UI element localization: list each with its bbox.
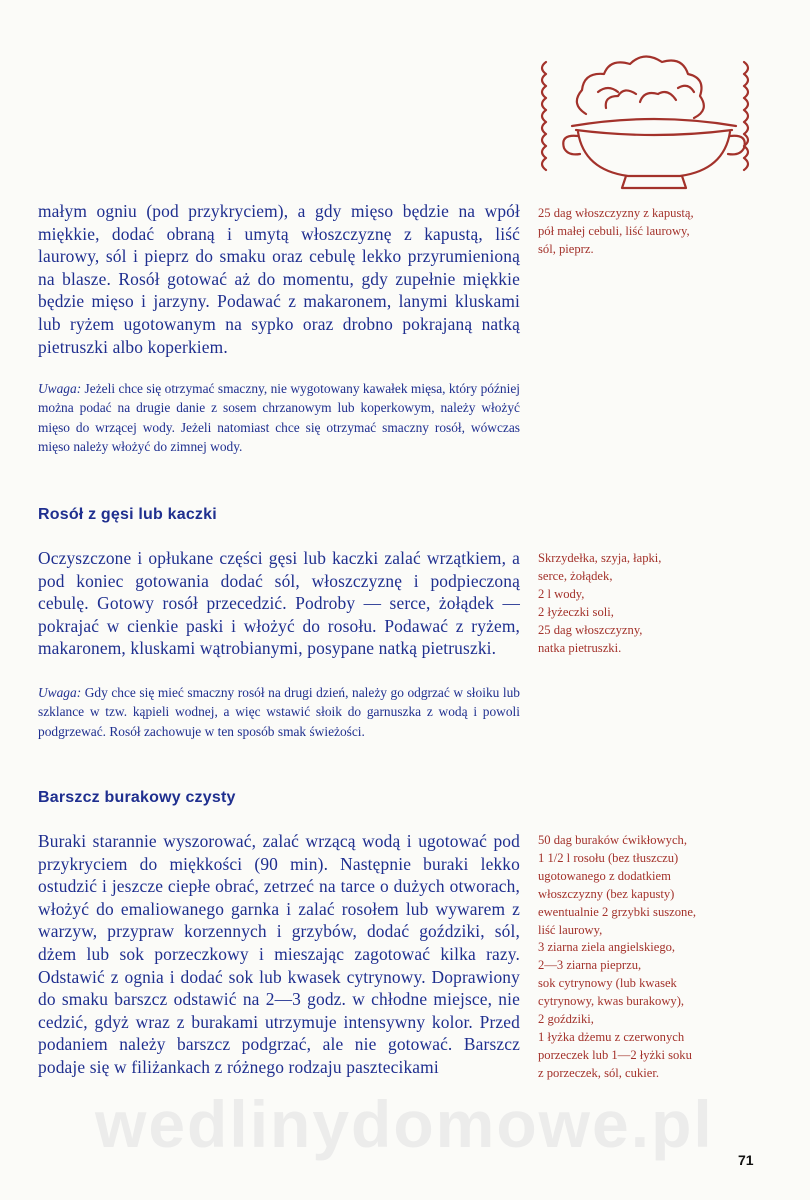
ingredient-line: ugotowanego z dodatkiem xyxy=(538,868,671,883)
ingredient-line: 1 1/2 l rosołu (bez tłuszczu) xyxy=(538,850,679,865)
ingredients-list xyxy=(538,205,770,259)
ingredient-line: pół małej cebuli, liść laurowy, xyxy=(538,223,690,238)
ingredient-line: porzeczek lub 1—2 łyżki soku xyxy=(538,1047,692,1062)
ingredients-list xyxy=(538,832,770,1083)
ingredient-line: sól, pieprz. xyxy=(538,241,594,256)
ingredient-line: Skrzydełka, szyja, łapki, xyxy=(538,551,662,565)
ingredient-line: 2 l wody, xyxy=(538,586,585,601)
ingredient-line: 3 ziarna ziela angielskiego, xyxy=(538,940,676,955)
ingredients-list xyxy=(538,550,770,657)
ingredient-line: serce, żołądek, xyxy=(538,568,613,583)
watermark: wedlinydomowe.pl xyxy=(95,1087,714,1161)
note-text: Jeżeli chce się otrzymać smaczny, nie wygotowany kawałek mięsa, który później można podać na drugie danie z sosem chrzanowym lub koperkowym, należy włożyć mięso do wrzącej wody. Jeżeli natomiast chce się otrzymać smaczny rosół, wówczas mięso należy włożyć do zimnej wody. xyxy=(38,381,520,455)
ingredient-line: 2 łyżeczki soli, xyxy=(538,604,614,619)
recipe-title: Rosół z gęsi lub kaczki xyxy=(38,506,217,523)
ingredient-line: cytrynowy, kwas burakowy), xyxy=(538,994,685,1009)
recipe-note xyxy=(38,683,520,741)
ingredient-line: 25 dag włoszczyzny z kapustą, xyxy=(538,206,694,220)
recipe-note xyxy=(38,379,520,457)
ingredient-line: włoszczyzny (bez kapusty) xyxy=(538,886,675,901)
ingredient-line: liść laurowy, xyxy=(538,922,603,937)
note-label: Uwaga: xyxy=(38,381,82,396)
ingredient-line: 2—3 ziarna pieprzu, xyxy=(538,958,642,973)
ingredient-line: z porzeczek, sól, cukier. xyxy=(538,1065,659,1080)
recipe-paragraph: Oczyszczone i opłukane części gęsi lub kaczki zalać wrzątkiem, a pod koniec gotowania dodać sól, włoszczyznę i podpieczoną cebulę. Gotowy rosół przecedzić. Podroby — serce, żołądek — pokrajać w cienkie paski i włożyć do rosołu. Podawać z ryżem, makaronem, kluskami wątrobianymi, posypane natką pietruszki. xyxy=(38,548,520,659)
note-label: Uwaga: xyxy=(38,685,82,700)
ingredient-line: 25 dag włoszczyzny, xyxy=(538,622,643,637)
page-number: 71 xyxy=(738,1152,754,1168)
recipe-paragraph: Buraki starannie wyszorować, zalać wrzącą wodą i ugotować pod przykryciem do miękkości (90 min). Następnie buraki lekko ostudzić i jeszcze ciepłe obrać, zetrzeć na tarce o dużych otworach, włożyć do emaliowanego garnka i zalać rosołem lub wywarem z warzyw, przypraw korzennych i grzybów, dodać goździki, sól, dżem lub sok porzeczkowy i mieszając zagotować kilka razy. Odstawić z ognia i dodać sok lub kwasek cytrynowy. Doprawiony do smaku barszcz odstawić na 2—3 godz. w chłodne miejsce, nie cedzić, gdyż wraz z burakami utrzymuje intensywny kolor. Przed podaniem należy barszcz podgrzać, ale nie gotować. Barszcz podaje się w filiżankach z różnego rodzaju pasztecikami xyxy=(38,831,520,1077)
note-text: Gdy chce się mieć smaczny rosół na drugi dzień, należy go odgrzać w słoiku lub szklance w tzw. kąpieli wodnej, a więc wstawić słoik do garnuszka z wodą i powoli podgrzewać. Rosół zachowuje w ten sposób smak świeżości. xyxy=(38,685,520,739)
ingredient-line: sok cytrynowy (lub kwasek xyxy=(538,976,677,991)
ingredient-line: natka pietruszki. xyxy=(538,640,622,655)
recipe-title: Barszcz burakowy czysty xyxy=(38,789,236,806)
ingredient-line: 1 łyżka dżemu z czerwonych xyxy=(538,1029,685,1044)
ingredient-line: ewentualnie 2 grzybki suszone, xyxy=(538,904,697,919)
ingredient-line: 2 goździki, xyxy=(538,1012,594,1027)
soup-tureen-icon xyxy=(528,44,780,194)
ingredient-line: 50 dag buraków ćwikłowych, xyxy=(538,833,687,847)
recipe-paragraph: małym ogniu (pod przykryciem), a gdy mięso będzie na wpół miękkie, dodać obraną i umytą włoszczyznę z kapustą, liść laurowy, sól i pieprz do smaku oraz cebulę lekko przyrumienioną na blasze. Rosół gotować aż do momentu, gdy zupełnie miękkie będzie mięso i jarzyny. Podawać z makaronem, lanymi kluskami lub ryżem ugotowanym na sypko oraz drobno pokrajaną natką pietruszki albo koperkiem. xyxy=(38,201,520,357)
